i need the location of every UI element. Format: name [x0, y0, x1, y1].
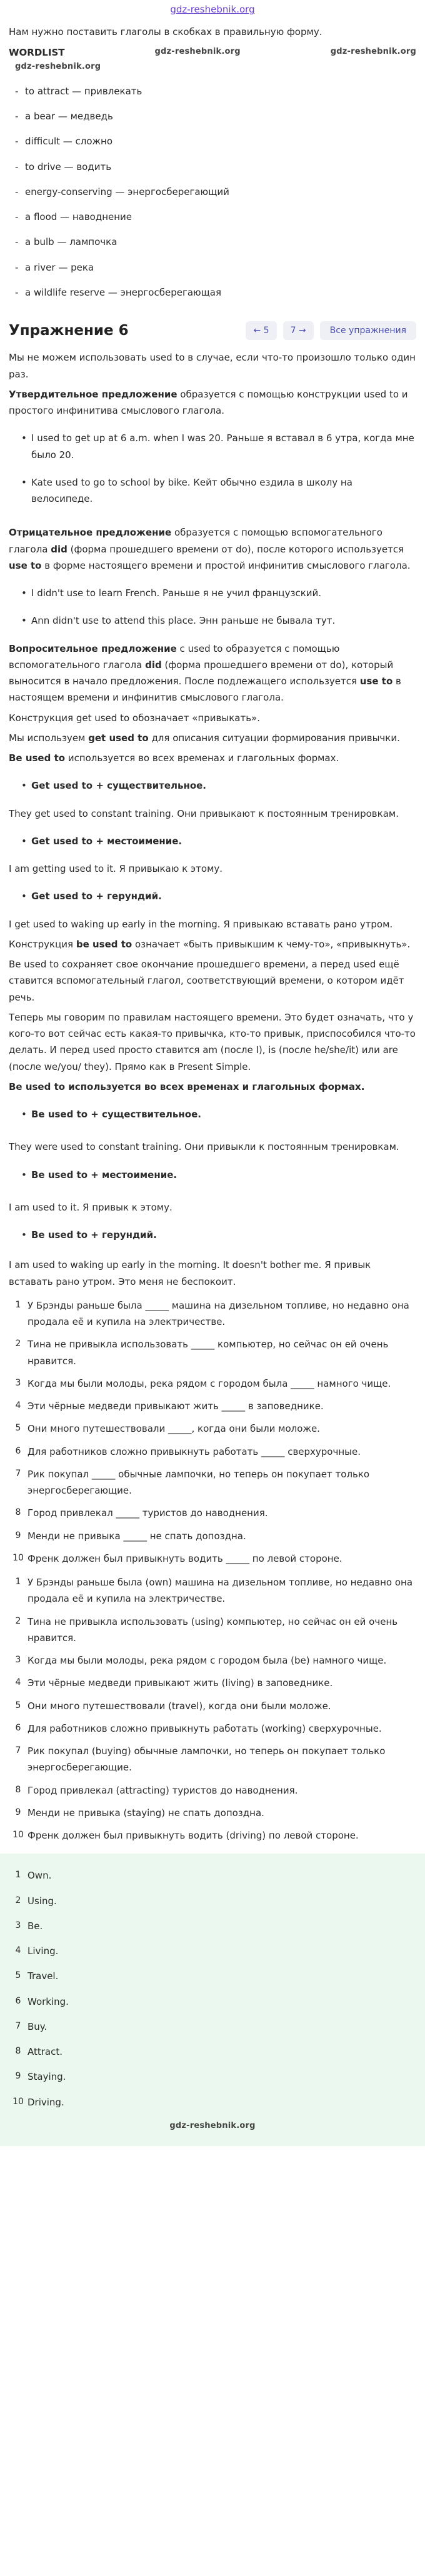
item-number: 3: [15, 1655, 21, 1665]
wordlist-title: WORDLIST: [9, 46, 65, 58]
watermark: gdz-reshebnik.org: [154, 47, 241, 57]
item-text: Для работников сложно привыкнуть работать (working) сверхурочные.: [28, 1722, 382, 1734]
item-text: У Брэнды раньше была (own) машина на дизельном топливе, но недавно она продала её и купила на электричестве.: [28, 1577, 413, 1605]
list-item: [9, 1893, 416, 1909]
item-number: 4: [15, 1400, 21, 1410]
list-item: [9, 1943, 416, 1959]
watermark: gdz-reshebnik.org: [169, 2120, 256, 2130]
list-item: [9, 1444, 416, 1460]
theory-text: в форме настоящего времени и простой инфинитив смыслового глагола.: [41, 559, 411, 571]
item-text: Город привлекал _____ туристов до наводнения.: [28, 1507, 268, 1519]
answer-list: [9, 1867, 416, 2110]
answer-text: Working.: [28, 1995, 69, 2007]
theory-paragraph: [9, 936, 416, 952]
item-text: Френк должен был привыкнуть водить _____ по левой стороне.: [28, 1552, 342, 1564]
term: be used to: [76, 938, 132, 950]
list-item: • Kate used to go to school by bike. Кейт обычно ездила в школу на велосипеде.: [21, 474, 416, 507]
list-item: [21, 777, 416, 794]
item-number: 2: [15, 1339, 21, 1349]
watermark: gdz-reshebnik.org: [330, 47, 416, 57]
item-text: Тина не привыкла использовать _____ компьютер, но сейчас он ей очень нравится.: [28, 1339, 389, 1367]
list-item: [9, 1466, 416, 1499]
rule: Be used to + герундий.: [31, 1229, 157, 1241]
item-number: 1: [15, 1299, 21, 1310]
item-number: 6: [15, 1722, 21, 1733]
item-number: 8: [15, 1507, 21, 1518]
item-number: 9: [15, 1807, 21, 1817]
theory-paragraph: Конструкция get used to обозначает «привыкать».: [9, 712, 260, 724]
item-text: Для работников сложно привыкнуть работать _____ сверхурочные.: [28, 1445, 361, 1457]
term: use to: [359, 676, 393, 687]
list-item: - a wildlife reserve — энергосберегающая: [15, 284, 416, 301]
item-number: 5: [15, 1423, 21, 1434]
exercise-title: Упражнение 6: [9, 322, 129, 339]
list-item: [9, 2044, 416, 2060]
list-item: [9, 1782, 416, 1799]
term-label: Отрицательное предложение: [9, 527, 172, 539]
list-item: [9, 1398, 416, 1414]
item-number: 4: [15, 1677, 21, 1688]
list-item: [9, 1720, 416, 1737]
item-number: 10: [12, 1552, 24, 1563]
list-item: [9, 1574, 416, 1607]
rule: Be used to + существительное.: [31, 1109, 201, 1120]
next-exercise-button[interactable]: 7 →: [283, 321, 314, 341]
list-item: [9, 1336, 416, 1369]
list-item: - to attract — привлекать: [15, 83, 416, 99]
task-filled-list: [9, 1574, 416, 1844]
example-text: I am getting used to it. Я привыкаю к этому.: [9, 863, 223, 874]
list-item: - to drive — водить: [15, 159, 416, 175]
rule: Get used to + местоимение.: [31, 835, 182, 847]
list-item: [9, 1375, 416, 1392]
example-text: I am used to waking up early in the morning. It doesn't bother me. Я привык вставать рано утром. Это меня не беспокоит.: [9, 1259, 371, 1287]
prev-exercise-button[interactable]: ← 5: [246, 321, 276, 341]
theory-paragraph: [9, 750, 416, 766]
answer-text: Staying.: [28, 2071, 66, 2083]
item-number: 10: [12, 1830, 24, 1840]
item-number: 4: [15, 1945, 21, 1955]
list-item: [9, 1827, 416, 1844]
item-number: 9: [15, 2071, 21, 2082]
list-item: [9, 2094, 416, 2110]
item-text: Менди не привыка (staying) не спать допоздна.: [28, 1807, 264, 1819]
list-item: [9, 1297, 416, 1330]
theory-paragraph: Теперь мы говорим по правилам настоящего времени. Это будет означать, что у кого-то вот сейчас есть какая-то привычка, кто-то привык, приспособился что-то делать. И перед used просто ставится am (после I), is (после he/she/it) или are (после we/you/ they). Прямо как в Present Simple.: [9, 1011, 416, 1072]
list-item: [9, 1505, 416, 1521]
answer-text: Living.: [28, 1945, 59, 1957]
theory-paragraph: Мы не можем использовать used to в случае, если что-то произошло только один раз.: [9, 352, 416, 380]
list-item: [9, 1918, 416, 1934]
list-item: [9, 1867, 416, 1884]
item-number: 5: [15, 1970, 21, 1981]
theory-text: Конструкция: [9, 938, 76, 950]
list-item: [21, 833, 416, 849]
term: get used to: [88, 732, 149, 744]
theory-paragraph: Be used to сохраняет свое окончание прошедшего времени, а перед used ещё ставится вспомогательный глагол, соответствующий времени, о котором идёт речь.: [9, 959, 404, 1003]
item-number: 7: [15, 1468, 21, 1479]
answer-text: Using.: [28, 1895, 57, 1907]
theory-paragraph: [9, 730, 416, 746]
list-item: - difficult — сложно: [15, 133, 416, 149]
item-number: 2: [15, 1895, 21, 1905]
example-text: They were used to constant training. Они привыкли к постоянным тренировкам.: [9, 1141, 399, 1153]
rule: Get used to + существительное.: [31, 780, 206, 792]
theory-paragraph: [9, 641, 416, 706]
item-text: Эти чёрные медведи привыкают жить _____ в заповеднике.: [28, 1400, 324, 1412]
item-text: Когда мы были молоды, река рядом с городом была _____ намного чище.: [28, 1377, 391, 1389]
answer-text: Travel.: [28, 1970, 59, 1982]
theory-text: для описания ситуации формирования привычки.: [148, 732, 400, 744]
theory-text: образуется с помощью конструкции used to и простого инфинитива смыслового глагола.: [9, 388, 408, 416]
theory-text: в настоящем времени и инфинитив смыслового глагола.: [9, 676, 401, 704]
term-label: Утвердительное предложение: [9, 388, 178, 400]
example-text: They get used to constant training. Они привыкают к постоянным тренировкам.: [9, 807, 399, 819]
item-number: 2: [15, 1615, 21, 1626]
list-item: [9, 1528, 416, 1544]
item-text: Рик покупал _____ обычные лампочки, но теперь он покупает только энергосберегающие.: [28, 1468, 370, 1496]
theory-text: используется во всех временах и глагольных формах.: [65, 752, 339, 764]
item-text: Менди не привыка _____ не спать допоздна.: [28, 1530, 246, 1542]
list-item: - energy-conserving — энергосберегающий: [15, 184, 416, 200]
item-number: 1: [15, 1870, 21, 1880]
list-item: [21, 888, 416, 904]
list-item: [9, 1550, 416, 1567]
list-item: [9, 1420, 416, 1437]
wordlist-header: [9, 44, 416, 61]
item-text: Они много путешествовали (travel), когда они были моложе.: [28, 1700, 331, 1712]
exercise-header: [9, 318, 416, 343]
list-item: - a bulb — лампочка: [15, 234, 416, 250]
term: use to: [9, 559, 42, 571]
item-number: 3: [15, 1377, 21, 1388]
task-list: [9, 1297, 416, 1567]
theory-text: с used to образуется с помощью вспомогательного глагола: [9, 642, 340, 671]
item-number: 10: [12, 2096, 24, 2107]
item-text: Рик покупал (buying) обычные лампочки, но теперь он покупает только энергосберегающие.: [28, 1745, 386, 1774]
term: did: [51, 543, 68, 555]
answer-text: Driving.: [28, 2096, 64, 2108]
theory-text: (форма прошедшего времени от do), который выносится в начало предложения. После подлежащего используется: [9, 659, 394, 687]
term: did: [145, 659, 162, 671]
item-text: Они много путешествовали _____, когда они были моложе.: [28, 1423, 320, 1435]
rule-list: [9, 833, 416, 849]
list-item: [9, 1805, 416, 1821]
list-item: [9, 1743, 416, 1776]
item-text: Город привлекал (attracting) туристов до наводнения.: [28, 1784, 298, 1796]
item-number: 8: [15, 2046, 21, 2056]
watermark: gdz-reshebnik.org: [15, 62, 101, 72]
item-text: У Брэнды раньше была _____ машина на дизельном топливе, но недавно она продала её и купила на электричестве.: [28, 1299, 409, 1327]
item-number: 7: [15, 2020, 21, 2031]
theory-text: образуется с помощью вспомогательного глагола: [9, 527, 382, 555]
list-item: [9, 1994, 416, 2010]
rule-list: [9, 1106, 416, 1122]
rule: Be used to + местоимение.: [31, 1169, 178, 1181]
list-item: [9, 1652, 416, 1669]
wordlist: [9, 83, 416, 301]
list-item: • Ann didn't use to attend this place. Энн раньше не бывала тут.: [21, 612, 416, 629]
item-number: 5: [15, 1700, 21, 1710]
list-item: [9, 2019, 416, 2035]
example-text: I am used to it. Я привык к этому.: [9, 1201, 172, 1213]
answer-text: Buy.: [28, 2020, 48, 2032]
term: Be used to: [9, 752, 66, 764]
list-item: - a river — река: [15, 259, 416, 276]
list-item: [9, 1614, 416, 1647]
theory-text: (форма прошедшего времени от do), после которого используется: [67, 543, 404, 555]
example-text: I get used to waking up early in the morning. Я привыкаю вставать рано утром.: [9, 918, 393, 930]
list-item: - a flood — наводнение: [15, 209, 416, 225]
list-item: [9, 2069, 416, 2085]
item-text: Тина не привыкла использовать (using) компьютер, но сейчас он ей очень нравится.: [28, 1615, 398, 1644]
list-item: [9, 1675, 416, 1691]
watermark-row: [9, 61, 416, 74]
theory-paragraph: [9, 386, 416, 419]
item-number: 8: [15, 1784, 21, 1795]
item-text: Когда мы были молоды, река рядом с городом была (be) намного чище.: [28, 1655, 387, 1666]
intro-text: Нам нужно поставить глаголы в скобках в правильную форму.: [9, 26, 322, 38]
item-number: 7: [15, 1745, 21, 1755]
list-item: • I didn't use to learn French. Раньше я не учил французский.: [21, 585, 416, 601]
item-text: Эти чёрные медведи привыкают жить (living) в заповеднике.: [28, 1677, 333, 1689]
list-item: - a bear — медведь: [15, 108, 416, 124]
list-item: [9, 1968, 416, 1984]
answer-text: Attract.: [28, 2046, 63, 2057]
rule-list: [9, 888, 416, 904]
rule-list: [9, 777, 416, 794]
theory-paragraph: [9, 524, 416, 574]
list-item: [21, 1106, 416, 1122]
answers-block: [0, 1854, 425, 2145]
example-list: [9, 430, 416, 507]
theory-text: Мы используем: [9, 732, 89, 744]
rule: Get used to + герундий.: [31, 891, 162, 902]
example-list: [9, 585, 416, 629]
list-item: [9, 1698, 416, 1714]
rule-list: [9, 1167, 416, 1183]
theory-paragraph: [9, 1079, 416, 1095]
all-exercises-button[interactable]: Все упражнения: [320, 321, 416, 341]
item-number: 3: [15, 1920, 21, 1930]
item-text: Френк должен был привыкнуть водить (driving) по левой стороне.: [28, 1830, 359, 1841]
theory-text: означает «быть привыкшим к чему-то», «привыкнуть».: [132, 938, 411, 950]
list-item: [21, 1227, 416, 1243]
term: Be used to используется во всех временах и глагольных формах.: [9, 1081, 365, 1092]
answer-text: Be.: [28, 1920, 43, 1932]
item-number: 6: [15, 1995, 21, 2006]
item-number: 9: [15, 1530, 21, 1540]
list-item: [21, 1167, 416, 1183]
site-logo[interactable]: gdz-reshebnik.org: [170, 4, 255, 15]
term-label: Вопросительное предложение: [9, 642, 177, 654]
item-number: 6: [15, 1445, 21, 1456]
answer-text: Own.: [28, 1870, 52, 1882]
item-number: 1: [15, 1577, 21, 1587]
list-item: • I used to get up at 6 a.m. when I was 20. Раньше я вставал в 6 утра, когда мне было 20.: [21, 430, 416, 463]
rule-list: [9, 1227, 416, 1243]
